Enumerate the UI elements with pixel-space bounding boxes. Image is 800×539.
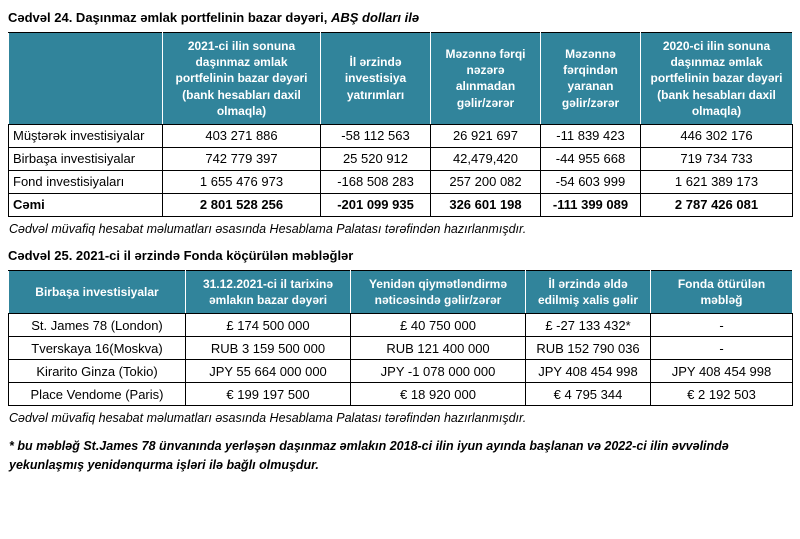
- table-header-row: [9, 33, 793, 125]
- cell: -: [651, 314, 793, 337]
- table24-caption: [8, 10, 792, 25]
- table-header-row: [9, 270, 793, 313]
- cell: -11 839 423: [541, 124, 641, 147]
- row-label: Kirarito Ginza (Tokio): [9, 360, 186, 383]
- row-label: St. James 78 (London): [9, 314, 186, 337]
- table24-source-note: Cədvəl müvafiq hesabat məlumatları əsasında Hesablama Palatası tərəfindən hazırlanmışdır.: [9, 221, 527, 236]
- cell: -201 099 935: [321, 193, 431, 216]
- cell: 42,479,420: [431, 147, 541, 170]
- cell: 25 520 912: [321, 147, 431, 170]
- column-header-direct-investments: Birbaşa investisiyalar: [9, 270, 186, 313]
- table24-caption-text: Cədvəl 24. Daşınmaz əmlak portfelinin bazar dəyəri,: [8, 10, 331, 25]
- table-row: [9, 383, 793, 406]
- column-header-2020-value: 2020-ci ilin sonuna daşınmaz əmlak portfelinin bazar dəyəri (bank hesabları daxil olmaqla): [641, 33, 793, 125]
- column-header-2021-value: 2021-ci ilin sonuna daşınmaz əmlak portfelinin bazar dəyəri (bank hesabları daxil olmaqla): [163, 33, 321, 125]
- cell: £ 174 500 000: [186, 314, 351, 337]
- table-row: [9, 124, 793, 147]
- table25-source-note: Cədvəl müvafiq hesabat məlumatları əsasında Hesablama Palatası tərəfindən hazırlanmışdır.: [9, 411, 527, 426]
- cell: € 4 795 344: [526, 383, 651, 406]
- cell: RUB 152 790 036: [526, 337, 651, 360]
- cell: JPY 408 454 998: [651, 360, 793, 383]
- cell: -: [651, 337, 793, 360]
- cell: 2 801 528 256: [163, 193, 321, 216]
- cell: € 18 920 000: [351, 383, 526, 406]
- row-label: Müştərək investisiyalar: [9, 124, 163, 147]
- cell: RUB 3 159 500 000: [186, 337, 351, 360]
- table-total-row: [9, 193, 793, 216]
- market-value-table: [8, 32, 793, 217]
- cell: € 2 192 503: [651, 383, 793, 406]
- cell: 1 621 389 173: [641, 170, 793, 193]
- column-header-net-income: İl ərzində əldə edilmiş xalis gəlir: [526, 270, 651, 313]
- table-row: [9, 337, 793, 360]
- cell: -44 955 668: [541, 147, 641, 170]
- cell: JPY -1 078 000 000: [351, 360, 526, 383]
- table-row: [9, 170, 793, 193]
- column-header-investments: İl ərzində investisiya yatırımları: [321, 33, 431, 125]
- row-label: Place Vendome (Paris): [9, 383, 186, 406]
- cell: 1 655 476 973: [163, 170, 321, 193]
- column-header-fx-income: Məzənnə fərqindən yaranan gəlir/zərər: [541, 33, 641, 125]
- cell: 719 734 733: [641, 147, 793, 170]
- cell: JPY 408 454 998: [526, 360, 651, 383]
- row-label: Birbaşa investisiyalar: [9, 147, 163, 170]
- cell: -54 603 999: [541, 170, 641, 193]
- table-row: [9, 147, 793, 170]
- cell: 257 200 082: [431, 170, 541, 193]
- cell: 742 779 397: [163, 147, 321, 170]
- cell: 2 787 426 081: [641, 193, 793, 216]
- table-row: [9, 360, 793, 383]
- cell: -58 112 563: [321, 124, 431, 147]
- column-header-market-value-date: 31.12.2021-ci il tarixinə əmlakın bazar dəyəri: [186, 270, 351, 313]
- column-header-empty: [9, 33, 163, 125]
- cell: 446 302 176: [641, 124, 793, 147]
- cell: 26 921 697: [431, 124, 541, 147]
- table25-footnote: * bu məbləğ St.James 78 ünvanında yerləşən daşınmaz əmlakın 2018-ci ilin iyun ayında başlanan və 2022-ci ilin əvvəlində yekunlaşmış yenidənqurma işləri ilə bağlı olmuşdur.: [9, 439, 729, 473]
- cell: £ -27 133 432*: [526, 314, 651, 337]
- cell: £ 40 750 000: [351, 314, 526, 337]
- cell: -111 399 089: [541, 193, 641, 216]
- row-label: Fond investisiyaları: [9, 170, 163, 193]
- cell: -168 508 283: [321, 170, 431, 193]
- fund-transfers-table: [8, 270, 793, 406]
- cell: RUB 121 400 000: [351, 337, 526, 360]
- row-label: Tverskaya 16(Moskva): [9, 337, 186, 360]
- cell: € 199 197 500: [186, 383, 351, 406]
- cell: JPY 55 664 000 000: [186, 360, 351, 383]
- table24-caption-italic: ABŞ dolları ilə: [330, 10, 420, 25]
- table-row: [9, 314, 793, 337]
- column-header-transferred-amount: Fonda ötürülən məbləğ: [651, 270, 793, 313]
- table25-caption: Cədvəl 25. 2021-ci il ərzində Fonda köçürülən məbləğlər: [8, 247, 354, 263]
- column-header-income-excl-fx: Məzənnə fərqi nəzərə alınmadan gəlir/zərər: [431, 33, 541, 125]
- cell: 326 601 198: [431, 193, 541, 216]
- row-label: Cəmi: [9, 193, 163, 216]
- cell: 403 271 886: [163, 124, 321, 147]
- column-header-revaluation: Yenidən qiymətləndirmə nəticəsində gəlir/zərər: [351, 270, 526, 313]
